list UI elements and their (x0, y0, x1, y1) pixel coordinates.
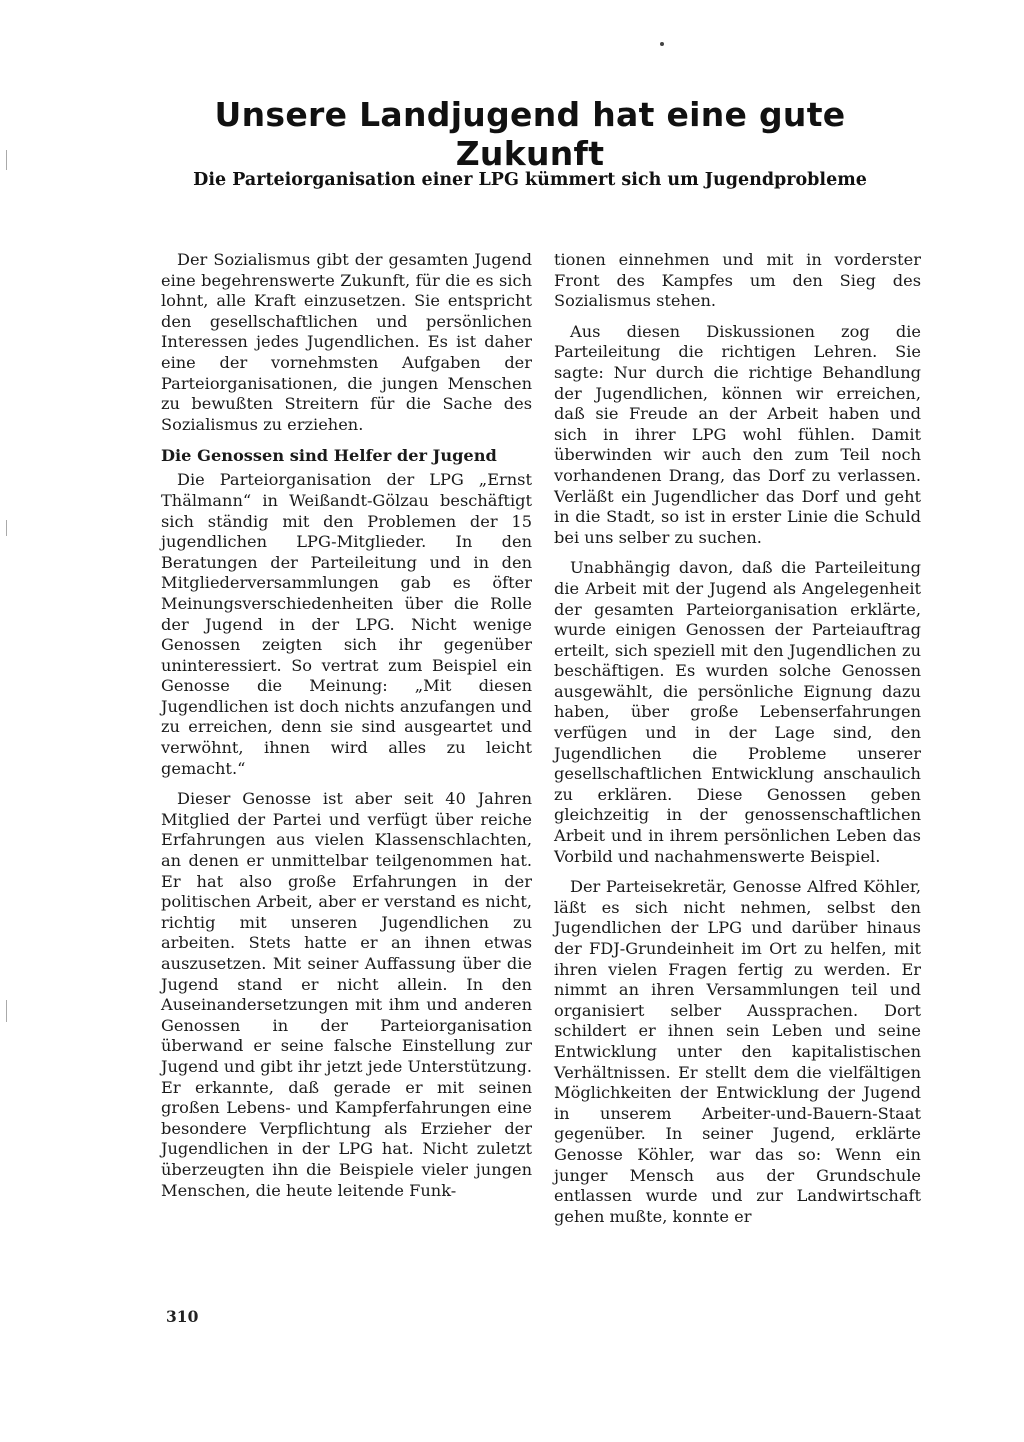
ink-speck (660, 42, 664, 46)
scan-edge-mark (6, 1000, 7, 1022)
intro-paragraph: Der Sozialismus gibt der gesamten Jugend eine begehrenswerte Zukunft, für die es sich lohnt, alle Kraft einzusetzen. Sie entspricht den gesellschaftlichen und persönlichen Interessen jedes Jugendlichen. Es ist daher eine der vornehmsten Aufgaben der Parteiorganisationen, die jungen Menschen zu bewußten Streitern für die Sache des Sozialismus zu erziehen. (161, 250, 532, 434)
page-number: 310 (166, 1307, 199, 1326)
body-paragraph: Der Parteisekretär, Genosse Alfred Köhler, läßt es sich nicht nehmen, selbst den Jugendlichen der LPG und darüber hinaus der FDJ-Grundeinheit im Ort zu helfen, mit ihren vielen Fragen fertig zu werden. Er nimmt an ihren Versammlungen teil und organisiert selber Aussprachen. Dort schildert er ihnen sein Leben und seine Entwicklung unter den kapitalistischen Verhältnissen. Er stellt dem die vielfältigen Möglichkeiten der Entwicklung der Jugend in unserem Arbeiter-und-Bauern-Staat gegenüber. In seiner Jugend, erklärte Genosse Köhler, war das so: Wenn ein junger Mensch aus der Grundschule entlassen wurde und zur Landwirtschaft gehen mußte, konnte er (554, 877, 921, 1226)
article-title: Unsere Landjugend hat eine gute Zukunft (214, 95, 846, 173)
body-paragraph-continued: tionen einnehmen und mit in vorderster Front des Kampfes um den Sieg des Sozialismus stehen. (554, 250, 921, 311)
body-paragraph: Dieser Genosse ist aber seit 40 Jahren Mitglied der Partei und verfügt über reiche Erfahrungen aus vielen Klassenschlachten, an denen er unmittelbar teilgenommen hat. Er hat also große Erfahrungen in der politischen Arbeit, aber er verstand es nicht, richtig mit unseren Jugendlichen zu arbeiten. Stets hatte er an ihnen etwas auszusetzen. Mit seiner Auffassung über die Jugend stand er nicht allein. In den Auseinandersetzungen mit ihm und anderen Genossen in der Parteiorganisation überwand er seine falsche Einstellung zur Jugend und gibt ihr jetzt jede Unterstützung. Er erkannte, daß gerade er mit seinen großen Lebens- und Kampferfahrungen eine besondere Verpflichtung als Erzieher der Jugendlichen in der LPG hat. Nicht zuletzt überzeugten ihn die Beispiele vieler jungen Menschen, die heute leitende Funk- (161, 789, 532, 1200)
body-paragraph: Aus diesen Diskussionen zog die Parteileitung die richtigen Lehren. Sie sagte: Nur durch die richtige Behandlung der Jugendlichen, können wir erreichen, daß sie Freude an der Arbeit haben und sich in ihrer LPG wohl fühlen. Damit überwinden wir auch den zum Teil noch vorhandenen Drang, das Dorf zu verlassen. Verläßt ein Jugendlicher das Dorf und geht in die Stadt, so ist in erster Linie die Schuld bei uns selber zu suchen. (554, 321, 921, 547)
section-heading: Die Genossen sind Helfer der Jugend (161, 446, 497, 466)
scan-edge-mark (6, 150, 7, 170)
scan-edge-mark (6, 520, 7, 536)
body-paragraph: Unabhängig davon, daß die Parteileitung die Arbeit mit der Jugend als Angelegenheit der gesamten Parteiorganisation erklärte, wurde einigen Genossen der Parteiauftrag erteilt, sich speziell mit den Jugendlichen zu beschäftigen. Es wurden solche Genossen ausgewählt, die persönliche Eignung dazu haben, über große Lebenserfahrungen verfügen und in der Lage sind, den Jugendlichen die Probleme unserer gesellschaftlichen Entwicklung anschaulich zu erklären. Diese Genossen geben gleichzeitig in der genossenschaftlichen Arbeit und in ihrem persönlichen Leben das Vorbild und nachahmenswerte Beispiel. (554, 558, 921, 866)
left-column (161, 250, 532, 1211)
article-subtitle: Die Parteiorganisation einer LPG kümmert sich um Jugendprobleme (193, 170, 867, 190)
right-column (554, 250, 921, 1237)
body-paragraph: Die Parteiorganisation der LPG „Ernst Thälmann“ in Weißandt-Gölzau beschäftigt sich ständig mit den Problemen der 15 jugendlichen LPG-Mitglieder. In den Beratungen der Parteileitung und in den Mitgliederversammlungen gab es öfter Meinungsverschiedenheiten über die Rolle der Jugend in der LPG. Nicht wenige Genossen zeigten sich ihr gegenüber uninteressiert. So vertrat zum Beispiel ein Genosse die Meinung: „Mit diesen Jugendlichen ist doch nichts anzufangen und zu erreichen, denn sie sind ausgeartet und verwöhnt, ihnen wird alles zu leicht gemacht.“ (161, 470, 532, 778)
